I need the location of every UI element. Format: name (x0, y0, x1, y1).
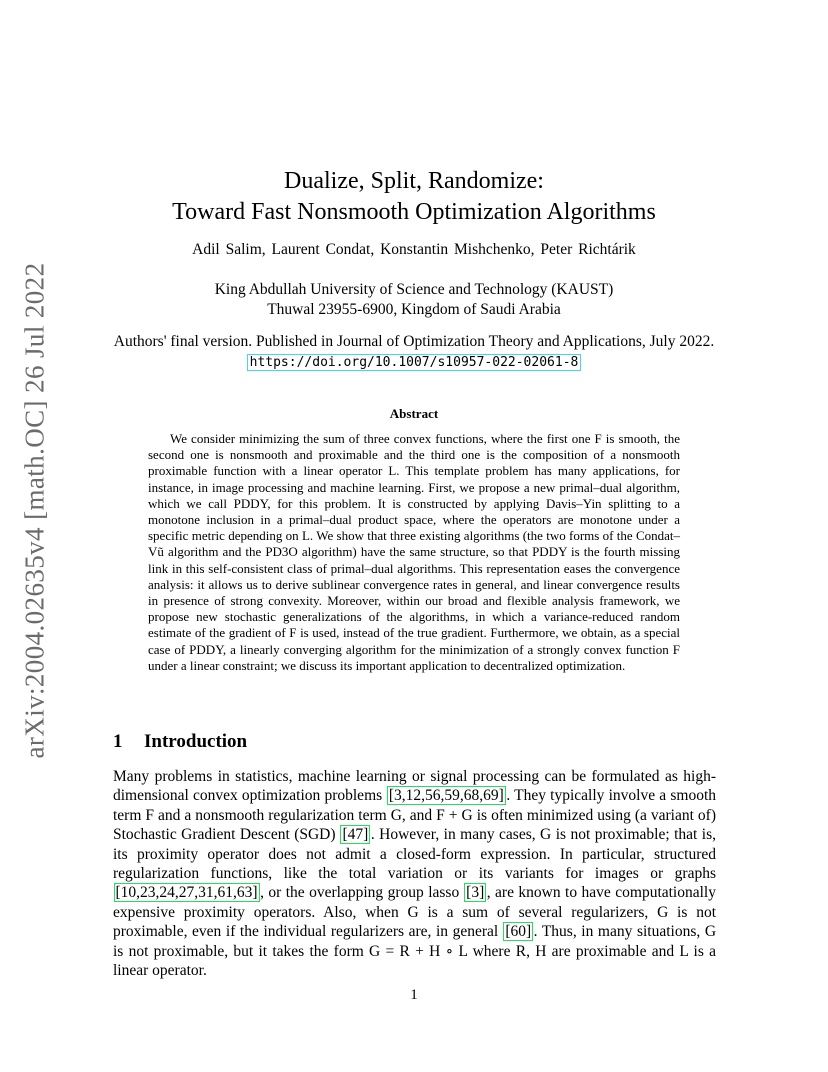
intro-text-5: , are known to have computationally expensive proximity operators. Also, when G is a sum of several regularizers, G is not proximable, even if the individual regularizers are, in general (113, 884, 716, 941)
citation-link-4[interactable]: [3] (466, 884, 485, 902)
doi-link[interactable]: https://doi.org/10.1007/s10957-022-02061-8 (247, 354, 582, 371)
affiliation (0, 280, 828, 320)
publication-note-text: Authors' final version. Published in Journal of Optimization Theory and Applications, July 2022. (113, 333, 715, 350)
page-number: 1 (410, 987, 418, 1003)
section-title: Introduction (144, 731, 248, 752)
intro-text-6: . Thus, in many situations, G is not proximable, but it takes the form G = R + H ∘ L where R, H are proximable and L is a linear operator. (113, 923, 717, 980)
introduction-body (113, 767, 716, 980)
citation-link-1[interactable]: [3,12,56,59,68,69] (388, 787, 504, 805)
abstract-heading: Abstract (389, 406, 439, 421)
intro-text-2: . They typically involve a smooth term F and a nonsmooth regularization term G, and F + G is often minimized using (a variant of) Stochastic Gradient Descent (SGD) (113, 787, 716, 844)
paper-title (0, 166, 828, 228)
intro-text-4: , or the overlapping group lasso (260, 884, 464, 902)
section-number: 1 (113, 731, 123, 752)
author-list: Adil Salim, Laurent Condat, Konstantin Mishchenko, Peter Richtárik (192, 241, 636, 258)
title-line-1: Dualize, Split, Randomize: (284, 168, 544, 194)
arxiv-identifier: arXiv:2004.02635v4 [math.OC] 26 Jul 2022 (19, 262, 50, 758)
abstract-body (148, 431, 680, 674)
intro-text-1: Many problems in statistics, machine learning or signal processing can be formulated as high-dimensional convex optimization problems (113, 768, 716, 805)
title-line-2: Toward Fast Nonsmooth Optimization Algorithms (172, 199, 656, 225)
publication-note (100, 332, 728, 373)
citation-link-5[interactable]: [60] (505, 923, 532, 941)
abstract-paragraph: We consider minimizing the sum of three convex functions, where the first one F is smooth, the second one is nonsmooth and proximable and the third one is the composition of a nonsmooth proximable function with a linear operator L. This template problem has many applications, for instance, in image processing and machine learning. First, we propose a new primal–dual algorithm, which we call PDDY, for this problem. It is constructed by applying Davis–Yin splitting to a monotone inclusion in a primal–dual product space, where the operators are monotone under a specific metric depending on L. We show that three existing algorithms (the two forms of the Condat–Vũ algorithm and the PD3O algorithm) have the same structure, so that PDDY is the fourth missing link in this self-consistent class of primal–dual algorithms. This representation eases the convergence analysis: it allows us to derive sublinear convergence rates in general, and linear convergence results in presence of strong convexity. Moreover, within our broad and flexible analysis framework, we propose new stochastic generalizations of the algorithms, in which a variance-reduced random estimate of the gradient of F is used, instead of the true gradient. Furthermore, we obtain, as a special case of PDDY, a linearly converging algorithm for the minimization of a strongly convex function F under a linear constraint; we discuss its important application to decentralized optimization. (148, 431, 680, 673)
affiliation-line-1: King Abdullah University of Science and Technology (KAUST) (214, 281, 614, 298)
citation-link-3[interactable]: [10,23,24,27,31,61,63] (115, 884, 258, 902)
citation-link-2[interactable]: [47] (342, 826, 369, 844)
intro-text-3: . However, in many cases, G is not proximable; that is, its proximity operator does not admit a closed-form expression. In particular, structured regularization functions, like the total variation or its variants for images or graphs (113, 826, 716, 883)
intro-paragraph (113, 767, 716, 980)
affiliation-line-2: Thuwal 23955-6900, Kingdom of Saudi Arabia (267, 301, 561, 318)
section-heading (113, 731, 247, 753)
arxiv-side-stamp (14, 246, 56, 774)
